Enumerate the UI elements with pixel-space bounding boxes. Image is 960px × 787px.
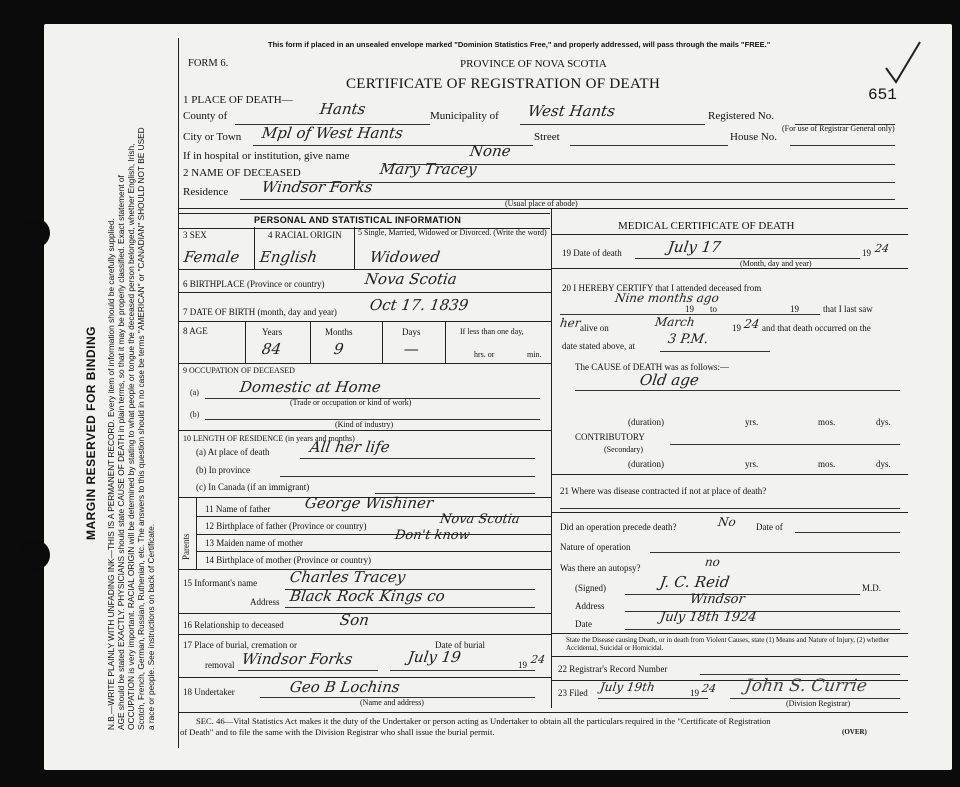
operation-label: Did an operation precede death? — [560, 522, 677, 532]
deceased-name-label: 2 NAME OF DECEASED — [183, 167, 301, 179]
relationship-value: Son — [338, 611, 371, 629]
in-canada-label: (c) In Canada (if an immigrant) — [196, 482, 310, 492]
division-registrar-note: (Division Registrar) — [786, 699, 851, 708]
certificate-sheet — [44, 24, 952, 770]
form-number: FORM 6. — [188, 58, 229, 69]
death-date-label: 19 Date of death — [562, 248, 622, 258]
certificate-number: 651 — [868, 86, 897, 104]
registrar-note: (For use of Registrar General only) — [782, 124, 895, 133]
at-place-label: (a) At place of death — [196, 447, 270, 457]
cause-label: The CAUSE of DEATH was as follows:— — [575, 362, 729, 372]
days-label: Days — [402, 327, 421, 337]
contrib-duration-label: (duration) — [628, 459, 664, 469]
contributory-label: CONTRIBUTORY — [575, 432, 645, 442]
signed-value: J. C. Reid — [658, 573, 731, 591]
burial-year-value: 24 — [530, 653, 546, 666]
city-value: Mpl of West Hants — [260, 124, 405, 142]
trade-note: (Trade or occupation or kind of work) — [290, 398, 412, 407]
dob-label: 7 DATE OF BIRTH (month, day and year) — [183, 307, 337, 317]
less-day-label: If less than one day, — [460, 327, 524, 336]
frame-top-rule — [178, 208, 908, 209]
last-saw-pronoun: her — [559, 316, 582, 330]
sex-label: 3 SEX — [183, 230, 207, 240]
personal-heading: PERSONAL AND STATISTICAL INFORMATION — [254, 215, 462, 225]
occupation-b-label: (b) — [190, 410, 200, 419]
county-value: Hants — [318, 100, 367, 118]
registrar-signature: John S. Currie — [743, 676, 869, 696]
contrib-mos-label: mos. — [818, 459, 836, 469]
informant-label: 15 Informant's name — [183, 578, 258, 588]
name-address-note: (Name and address) — [360, 698, 424, 707]
sig-date-value: July 18th 1924 — [658, 610, 758, 625]
attended-from-value: Nine months ago — [614, 291, 720, 305]
occupation-a-label: (a) — [190, 388, 199, 397]
county-label: County of — [183, 110, 228, 122]
municipality-value: West Hants — [526, 102, 617, 120]
deceased-name-value: Mary Tracey — [378, 160, 478, 178]
date-stated-label: date stated above, at — [562, 341, 635, 351]
autopsy-value: no — [704, 555, 721, 569]
sex-value: Female — [182, 248, 241, 266]
operation-value: No — [717, 515, 737, 529]
filed-value: July 19th — [599, 680, 656, 694]
undertaker-value: Geo B Lochins — [288, 678, 401, 696]
burial-date-value: July 19 — [406, 648, 463, 666]
at-place-value: All her life — [308, 438, 391, 456]
street-label: Street — [534, 131, 560, 143]
father-value: George Wishiner — [303, 494, 435, 512]
attended-to-year-label: 19 — [790, 304, 799, 314]
contrib-dys-label: dys. — [876, 459, 891, 469]
contrib-yrs-label: yrs. — [745, 459, 759, 469]
filed-year-prefix: 19 — [690, 688, 699, 698]
father-label: 11 Name of father — [205, 504, 271, 514]
medical-heading: MEDICAL CERTIFICATE OF DEATH — [618, 220, 795, 232]
alive-year-prefix: 19 — [732, 323, 741, 333]
cause-yrs-label: yrs. — [745, 417, 759, 427]
filed-year-value: 24 — [701, 682, 717, 695]
sec46-line2: of Death" and to file the same with the Division Registrar who shall issue the burial permit. — [180, 727, 495, 737]
date-of-label: Date of — [756, 522, 783, 532]
years-label: Years — [262, 327, 283, 337]
margin-binding-label: MARGIN RESERVED FOR BINDING — [84, 326, 98, 540]
burial-place-value: Windsor Forks — [240, 650, 354, 668]
cause-mos-label: mos. — [818, 417, 836, 427]
time-value: 3 P.M. — [666, 332, 710, 347]
over-note: (OVER) — [842, 728, 867, 736]
hospital-label: If in hospital or institution, give name — [183, 150, 350, 162]
cause-dys-label: dys. — [876, 417, 891, 427]
birthplace-label: 6 BIRTHPLACE (Province or country) — [183, 279, 325, 289]
death-year-value: 24 — [874, 242, 890, 255]
death-year-prefix: 19 — [862, 248, 871, 258]
occupation-value: Domestic at Home — [238, 378, 383, 396]
certify-label: 20 I HEREBY CERTIFY that I attended deceased from — [562, 283, 762, 293]
certificate-title: CERTIFICATE OF REGISTRATION OF DEATH — [346, 76, 661, 92]
racial-value: English — [258, 248, 319, 266]
alive-on-value: March — [654, 315, 696, 329]
father-birthplace-label: 12 Birthplace of father (Province or country) — [205, 521, 367, 531]
residence-value: Windsor Forks — [260, 178, 374, 196]
marital-value: Widowed — [368, 248, 442, 266]
cause-value: Old age — [638, 371, 701, 389]
father-birthplace-value: Nova Scotia — [438, 512, 521, 527]
informant-value: Charles Tracey — [288, 568, 407, 586]
margin-instructions: N.B.—WRITE PLAINLY WITH UNFADING INK—THIS IS A PERMANENT RECORD. Every item of information should be carefully supplied. AGE should be stated EXACTLY. PHYSICIANS should state CAUSE OF DEATH in plain terms, so that it may be properly classified. Exact statement of OCCUPATION is very important. RACIAL ORIGIN will be determined by stating to what people or tongue the deceased person belonged, whether English, Irish, Scotch, French, German, Russian, Ruthenian, etc. The answers to this question should in no case be terms "AMERICAN" or "CANADIAN" SHOULD NOT BE USED a race or people. See instructions on back of Certificate. — [106, 127, 156, 730]
place-section-label: 1 PLACE OF DEATH— — [183, 94, 293, 106]
secondary-note: (Secondary) — [604, 445, 644, 454]
undertaker-label: 18 Undertaker — [183, 687, 235, 697]
violent-causes-note: State the Disease causing Death, or in death from Violent Causes, state (1) Means and Nature of Injury, (2) whether Accidental, Suicidal or Homicidal. — [566, 636, 890, 652]
province-title: PROVINCE OF NOVA SCOTIA — [460, 58, 607, 70]
frame-bottom-rule — [178, 712, 908, 713]
months-value: 9 — [332, 340, 345, 358]
months-label: Months — [325, 327, 353, 337]
usual-abode-note: (Usual place of abode) — [505, 199, 578, 208]
alive-on-label: alive on — [580, 323, 609, 333]
city-label: City or Town — [183, 131, 242, 143]
margin-area — [78, 40, 178, 745]
md-label: M.D. — [862, 583, 882, 593]
attended-from-year-label: 19 — [685, 304, 694, 314]
death-date-value: July 17 — [666, 238, 723, 256]
sec46-line1: SEC. 46—Vital Statistics Act makes it the duty of the Undertaker or person acting as Undertaker to obtain all the particulars required in the "Certificate of Registration — [196, 716, 771, 726]
house-no-label: House No. — [730, 131, 778, 143]
mother-value: Don't know — [393, 528, 471, 543]
physician-address-value: Windsor — [688, 592, 746, 607]
last-saw-label: that I last saw — [823, 304, 873, 314]
burial-label: 17 Place of burial, cremation or — [183, 640, 297, 650]
birthplace-value: Nova Scotia — [363, 270, 459, 288]
residence-label: Residence — [183, 186, 229, 198]
q21-label: 21 Where was disease contracted if not at place of death? — [560, 486, 767, 496]
occurred-label: and that death occurred on the — [762, 323, 871, 333]
mother-birthplace-label: 14 Birthplace of mother (Province or country) — [205, 555, 371, 565]
marital-label: 5 Single, Married, Widowed or Divorced. (Write the word) — [358, 228, 547, 237]
days-value: — — [402, 340, 421, 358]
municipality-label: Municipality of — [430, 110, 499, 122]
parents-label: Parents — [181, 533, 191, 560]
registrar-record-label: 22 Registrar's Record Number — [558, 664, 668, 674]
autopsy-label: Was there an autopsy? — [560, 563, 641, 573]
informant-address-label: Address — [250, 597, 280, 607]
nature-label: Nature of operation — [560, 542, 631, 552]
hrs-label: hrs. or — [474, 350, 495, 359]
residence-length-label: 10 LENGTH OF RESIDENCE (in years and months) — [183, 434, 355, 443]
cause-duration-label: (duration) — [628, 417, 664, 427]
relationship-label: 16 Relationship to deceased — [183, 620, 284, 630]
binder-hole-top — [20, 218, 50, 248]
removal-label: removal — [205, 660, 235, 670]
alive-year-value: 24 — [743, 317, 761, 331]
binder-hole-bottom — [20, 540, 50, 570]
signed-label: (Signed) — [575, 583, 606, 593]
informant-address-value: Black Rock Kings co — [288, 587, 447, 605]
attended-to-label: to — [710, 304, 718, 314]
dob-value: Oct 17. 1839 — [368, 296, 470, 314]
sig-date-label: Date — [575, 619, 592, 629]
age-label: 8 AGE — [183, 326, 208, 336]
death-date-note: (Month, day and year) — [740, 259, 812, 268]
years-value: 84 — [260, 340, 283, 358]
industry-note: (Kind of industry) — [335, 420, 394, 429]
frame-left-line — [178, 38, 179, 748]
check-mark-icon — [880, 38, 930, 88]
burial-year-prefix: 19 — [518, 660, 527, 670]
registered-no-label: Registered No. — [708, 110, 774, 122]
in-province-label: (b) In province — [196, 465, 250, 475]
min-label: min. — [527, 350, 542, 359]
racial-label: 4 RACIAL ORIGIN — [268, 230, 342, 240]
occupation-label: 9 OCCUPATION OF DECEASED — [183, 366, 295, 375]
mother-label: 13 Maiden name of mother — [205, 538, 303, 548]
filed-label: 23 Filed — [558, 688, 588, 698]
hospital-value: None — [468, 142, 512, 160]
burial-date-label: Date of burial — [435, 640, 485, 650]
physician-address-label: Address — [575, 601, 605, 611]
mail-note: This form if placed in an unsealed envelope marked "Dominion Statistics Free," and properly addressed, will pass through the mails "FREE." — [268, 40, 771, 49]
